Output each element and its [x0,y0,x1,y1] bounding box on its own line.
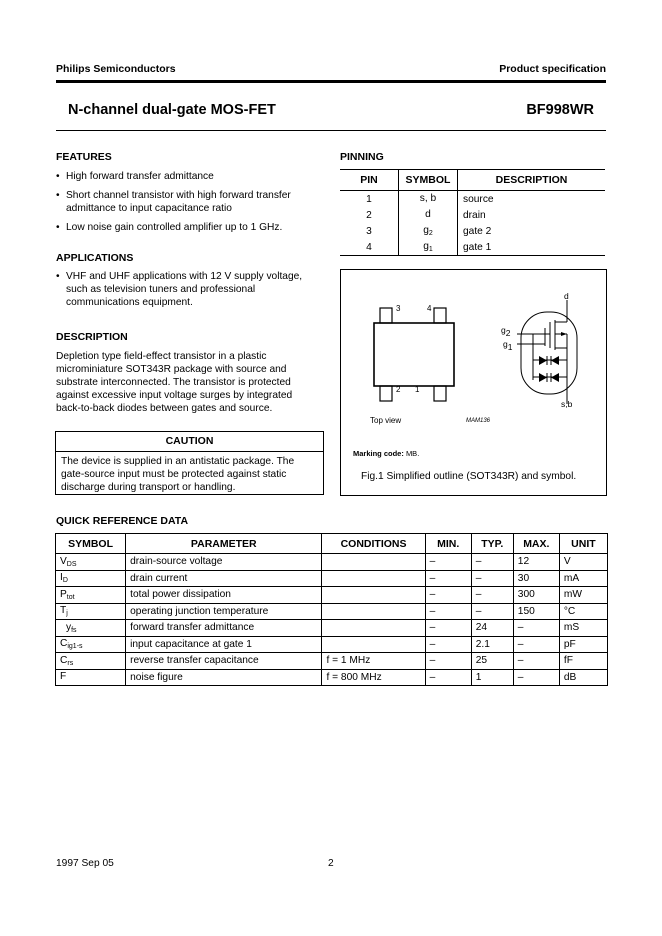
pin-description: gate 1 [458,239,606,256]
outline-and-symbol-drawing [341,270,606,495]
pin-symbol: $g_2$ [399,223,458,239]
feature-item: • Low noise gain controlled amplifier up to 1 GHz. [56,221,321,234]
row-conditions [322,554,425,571]
row-conditions [322,620,425,637]
row-unit: dB [559,669,607,686]
table-row [340,191,605,208]
row-symbol: $P_{tot}$ [56,587,126,604]
col-min: MIN. [425,534,471,554]
figure-caption: Fig.1 Simplified outline (SOT343R) and symbol. [361,471,577,482]
description-heading: DESCRIPTION [56,331,128,343]
pin1-lead [434,386,446,401]
part-number: BF998WR [526,102,594,118]
row-typ: 1 [471,669,513,686]
mosfet-symbol [517,300,577,404]
row-typ: – [471,554,513,571]
pin-col-header: PIN [340,170,399,191]
table-header-row [56,534,608,554]
table-row [56,587,608,604]
applications-list [56,270,314,315]
header-doc-type: Product specification [499,63,606,75]
row-max: – [513,653,559,670]
diode-marks [539,332,567,382]
pin-symbol: $g_1$ [399,239,458,256]
top-view-label: Top view [370,416,402,425]
col-max: MAX. [513,534,559,554]
applications-heading: APPLICATIONS [56,252,134,264]
application-item: • VHF and UHF applications with 12 V supply voltage, such as television tuners and professional communications equipment. [56,270,314,309]
pin-number: 3 [340,223,399,239]
caution-text: The device is supplied in an antistatic package. The gate-source input must be protected against static discharge during transport or handling. [61,456,295,493]
row-parameter: drain current [126,570,322,587]
pin3-label: 3 [396,304,401,313]
row-min: – [425,587,471,604]
row-min: – [425,554,471,571]
col-conditions: CONDITIONS [322,534,425,554]
qrd-heading: QUICK REFERENCE DATA [56,515,189,527]
symbol-col-header: SYMBOL [399,170,458,191]
page-title: N-channel dual-gate MOS-FET [68,102,276,118]
table-row [56,554,608,571]
drawing-code: MAM136 [466,418,491,424]
description-col-header: DESCRIPTION [458,170,606,191]
header-rule [56,80,606,83]
table-row [56,669,608,686]
caution-heading: CAUTION [56,432,323,452]
row-symbol: $I_D$ [56,570,126,587]
row-parameter: operating junction temperature [126,603,322,620]
table-row [340,239,605,256]
row-conditions [322,636,425,653]
marking-code: Marking code: MB. [353,449,420,458]
col-unit: UNIT [559,534,607,554]
row-typ: 24 [471,620,513,637]
col-parameter: PARAMETER [126,534,322,554]
features-list [56,170,321,240]
row-symbol: F [56,669,126,686]
pinning-table [340,169,605,256]
row-max: – [513,636,559,653]
row-min: – [425,636,471,653]
row-unit: V [559,554,607,571]
row-parameter: total power dissipation [126,587,322,604]
title-rule [56,130,606,131]
row-max: – [513,620,559,637]
row-unit: fF [559,653,607,670]
row-unit: mA [559,570,607,587]
row-unit: mW [559,587,607,604]
pin1-label: 1 [415,385,420,394]
gate1-label: g1 [503,339,513,352]
row-conditions: f = 800 MHz [322,669,425,686]
pin3-lead [380,308,392,323]
row-max: 30 [513,570,559,587]
footer-date: 1997 Sep 05 [56,858,114,869]
row-max: 12 [513,554,559,571]
row-max: 300 [513,587,559,604]
row-typ: – [471,603,513,620]
row-symbol: $C_{rs}$ [56,653,126,670]
pin-description: drain [463,209,486,221]
row-conditions [322,570,425,587]
quick-reference-table [55,533,608,686]
row-conditions [322,587,425,604]
gate2-label: g2 [501,325,511,338]
row-max: 150 [513,603,559,620]
row-parameter: input capacitance at gate 1 [126,636,322,653]
pin-symbol: s, b [399,191,458,208]
row-typ: – [471,587,513,604]
pin-number: 1 [340,191,399,208]
pin2-label: 2 [396,385,401,394]
table-row [56,570,608,587]
row-parameter: drain-source voltage [126,554,322,571]
row-min: – [425,653,471,670]
pin-description: source [463,193,494,205]
features-heading: FEATURES [56,151,112,163]
row-min: – [425,570,471,587]
page-number: 2 [328,858,334,869]
col-typ: TYP. [471,534,513,554]
pin-symbol: d [399,207,458,223]
row-symbol: $C_{ig1-s}$ [56,636,126,653]
row-unit: pF [559,636,607,653]
caution-box [55,431,324,495]
row-typ: 25 [471,653,513,670]
pin2-lead [380,386,392,401]
row-typ: 2.1 [471,636,513,653]
row-symbol: $T_j$ [56,603,126,620]
row-max: – [513,669,559,686]
source-bulk-label: s,b [561,399,573,409]
figure-box [340,269,607,496]
row-conditions: f = 1 MHz [322,653,425,670]
feature-item: • High forward transfer admittance [56,170,321,183]
feature-item: • Short channel transistor with high forward transfer admittance to input capacitance ratio [56,189,321,215]
header-company: Philips Semiconductors [56,63,176,75]
row-conditions [322,603,425,620]
pin-number: 2 [340,207,399,223]
pin4-label: 4 [427,304,432,313]
row-symbol: $V_{DS}$ [56,554,126,571]
row-parameter: reverse transfer capacitance [126,653,322,670]
row-unit: mS [559,620,607,637]
table-row [340,223,605,239]
row-unit: °C [559,603,607,620]
row-parameter: noise figure [126,669,322,686]
pin-description: gate 2 [463,225,492,237]
drain-label: d [564,291,569,301]
package-body [374,323,454,386]
table-row [56,636,608,653]
table-row [56,653,608,670]
row-typ: – [471,570,513,587]
table-row [56,620,608,637]
row-min: – [425,669,471,686]
table-row [56,603,608,620]
row-min: – [425,620,471,637]
pin4-lead [434,308,446,323]
pinning-heading: PINNING [340,151,384,163]
table-row [340,207,605,223]
row-parameter: forward transfer admittance [126,620,322,637]
col-symbol: SYMBOL [56,534,126,554]
pin-number: 4 [340,239,399,256]
row-symbol: $y_{fs}$ [56,620,126,637]
description-text: Depletion type field-effect transistor in a plastic microminiature SOT343R package with source and substrate interconnected. The transistor is protected against excessive input voltage surges by integrated back-to-back diodes between gates and source. [56,351,293,414]
row-min: – [425,603,471,620]
